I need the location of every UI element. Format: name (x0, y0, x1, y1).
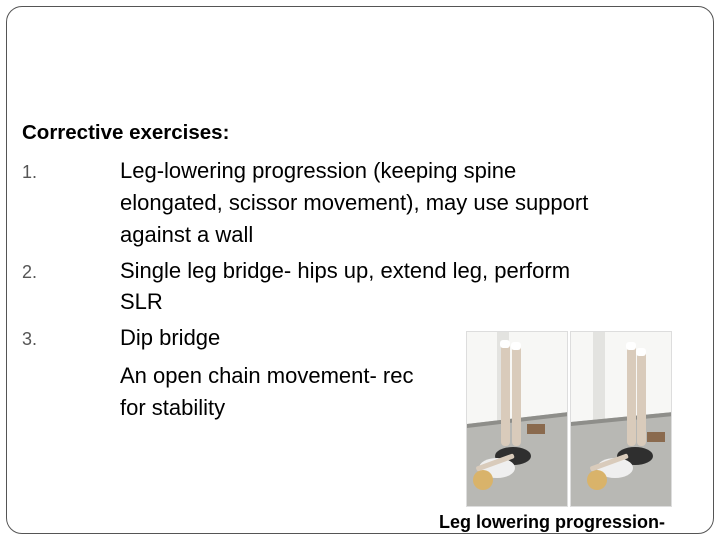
list-item-text: Leg-lowering progression (keeping spine (120, 158, 517, 183)
heading-text: Corrective exercises: (22, 121, 230, 144)
list-marker: 1. (22, 162, 38, 182)
list-item-text: Single leg bridge- hips up, extend leg, perform (120, 258, 571, 283)
list-marker: 2. (22, 262, 38, 282)
list-marker: 3. (22, 329, 38, 349)
list-item-text: An open chain movement- rec (120, 363, 414, 388)
list-item-text: against a wall (120, 222, 254, 247)
list-item-text: Dip bridge (120, 325, 221, 350)
list-item-text: elongated, scissor movement), may use support (120, 190, 589, 215)
photo-caption: Leg lowering progression- (439, 512, 666, 532)
exercise-photo-2 (570, 331, 672, 507)
exercise-photo-1 (466, 331, 568, 507)
slide-heading (22, 121, 229, 145)
list-item-text: SLR (120, 289, 163, 314)
list-item-text: for stability (120, 395, 226, 420)
